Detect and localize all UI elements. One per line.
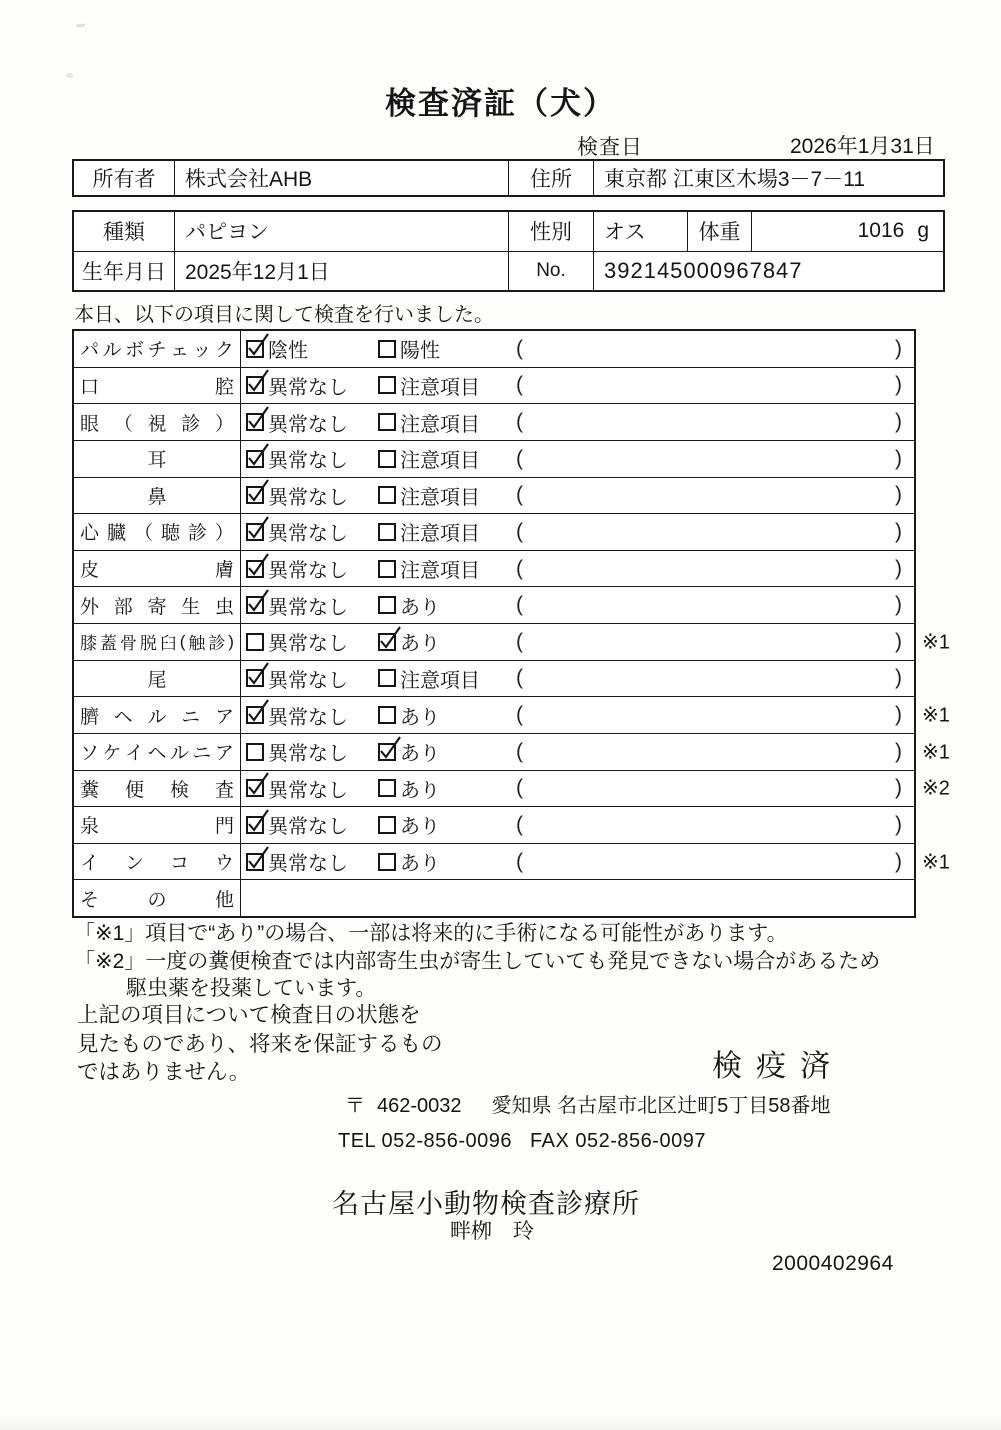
checkbox-option2 <box>378 450 396 468</box>
intro-text: 本日、以下の項目に関して検査を行いました。 <box>74 304 494 326</box>
checkmark-icon <box>245 696 271 724</box>
option2-label: あり <box>400 706 440 729</box>
checkbox-option1 <box>246 560 264 578</box>
exam-option-2 <box>378 371 516 400</box>
exam-item-label: 外 部 寄 生 虫 <box>74 587 241 623</box>
sex-value: オス <box>594 212 688 251</box>
option1-label: 異常なし <box>268 376 348 399</box>
checkmark-icon <box>377 623 403 651</box>
weight-label: 体重 <box>688 212 752 251</box>
option1-label: 異常なし <box>268 523 348 546</box>
paren-close: ) <box>895 849 902 873</box>
checkbox-option1 <box>246 816 264 834</box>
exam-row-content <box>241 551 914 587</box>
exam-row-content <box>241 807 914 843</box>
paren-close: ) <box>895 519 902 543</box>
weight-unit: g <box>917 219 929 243</box>
checkbox-option2 <box>378 486 396 504</box>
option1-label: 異常なし <box>268 779 348 802</box>
checkbox-option2 <box>378 413 396 431</box>
exam-row-content <box>241 844 950 880</box>
exam-option-1 <box>246 517 378 546</box>
checkmark-icon <box>245 513 271 541</box>
checkmark-icon <box>245 586 271 614</box>
exam-item-label: イ ン コ ウ <box>74 844 241 880</box>
exam-row-content <box>241 771 950 807</box>
exam-option-1 <box>246 408 378 437</box>
exam-option-1 <box>246 334 378 363</box>
exam-row-content <box>241 624 950 660</box>
paren-open: ( <box>516 483 523 507</box>
paren-close: ) <box>895 483 902 507</box>
option2-label: あり <box>400 633 440 656</box>
exam-date-label: 検査日 <box>577 136 643 159</box>
exam-item-label: ソ ケ イ ヘ ル ニ ア <box>74 734 241 770</box>
exam-item-label: 尾 <box>74 661 241 697</box>
exam-item-label: そ の 他 <box>74 880 241 916</box>
exam-item-label: 口 腔 <box>74 368 241 404</box>
exam-row <box>74 880 914 916</box>
exam-row-content <box>241 661 914 697</box>
footnote-mark: ※2 <box>922 777 950 800</box>
exam-option-1 <box>246 371 378 400</box>
exam-option-1 <box>246 847 378 876</box>
postal-mark: 〒 <box>345 1095 365 1117</box>
footnote-2: 「※2」一度の糞便検査では内部寄生虫が寄生していても発見できない場合があるため <box>74 949 881 973</box>
owner-label: 所有者 <box>74 161 175 195</box>
checkmark-icon <box>245 769 271 797</box>
clinic-postal-line <box>345 1089 830 1118</box>
breed-value: パピヨン <box>175 212 509 251</box>
exam-option-2 <box>378 664 516 693</box>
exam-option-2 <box>378 334 516 363</box>
exam-option-2 <box>378 701 516 730</box>
exam-row-content <box>241 441 914 477</box>
exam-row-content <box>241 697 950 733</box>
paren-close: ) <box>895 556 902 580</box>
exam-row-content <box>241 331 914 367</box>
option2-label: 注意項目 <box>400 450 480 473</box>
clinic-address: 愛知県 名古屋市北区辻町5丁目58番地 <box>491 1095 831 1117</box>
exam-row-content <box>241 404 914 440</box>
checkbox-option1 <box>246 523 264 541</box>
exam-option-1 <box>246 737 378 766</box>
option2-label: あり <box>400 779 440 802</box>
paren-close: ) <box>895 373 902 397</box>
exam-row-content <box>241 514 914 550</box>
option2-label: あり <box>400 816 440 839</box>
checkmark-icon <box>245 440 271 468</box>
checkmark-icon <box>377 733 403 761</box>
checkmark-icon <box>245 550 271 578</box>
exam-row <box>74 734 950 771</box>
exam-row <box>74 624 950 661</box>
checkbox-option2 <box>378 706 396 724</box>
exam-option-2 <box>378 408 516 437</box>
exam-option-2 <box>378 481 516 510</box>
exam-row <box>74 551 914 588</box>
exam-item-label: 鼻 <box>74 478 241 514</box>
option2-label: あり <box>400 853 440 876</box>
checkbox-option1 <box>246 486 264 504</box>
postal-code: 462-0032 <box>377 1095 462 1117</box>
clinic-fax: FAX 052-856-0097 <box>530 1130 706 1152</box>
birthdate-label: 生年月日 <box>74 252 175 291</box>
owner-address-label: 住所 <box>509 161 594 195</box>
exam-row <box>74 478 914 515</box>
exam-option-1 <box>246 444 378 473</box>
checkmark-icon <box>245 366 271 394</box>
option1-label: 陰性 <box>268 340 308 363</box>
exam-row <box>74 844 950 881</box>
option1-label: 異常なし <box>268 596 348 619</box>
paren-close: ) <box>895 666 902 690</box>
exam-option-1 <box>246 701 378 730</box>
exam-item-label: 泉 門 <box>74 807 241 843</box>
exam-row-content <box>241 478 914 514</box>
exam-item-label: 膝 蓋 骨 脱 臼 ( 触 診 ) <box>74 624 241 660</box>
checkbox-option1 <box>246 633 264 651</box>
checkmark-icon <box>245 659 271 687</box>
veterinarian-name: 畔栁 玲 <box>450 1220 534 1243</box>
quarantine-stamp: 検疫済 <box>712 1050 844 1083</box>
checkbox-option2 <box>378 523 396 541</box>
exam-row <box>74 441 914 478</box>
exam-option-1 <box>246 481 378 510</box>
paren-open: ( <box>516 849 523 873</box>
paren-open: ( <box>516 519 523 543</box>
exam-row <box>74 807 914 844</box>
disclaimer-line-1: 上記の項目について検査日の状態を <box>77 1003 421 1027</box>
option1-label: 異常なし <box>268 486 348 509</box>
paren-open: ( <box>516 410 523 434</box>
clinic-tel: TEL 052-856-0096 <box>338 1130 513 1152</box>
checkbox-option2 <box>378 560 396 578</box>
checkbox-option1 <box>246 779 264 797</box>
checkmark-icon <box>245 476 271 504</box>
exam-option-1 <box>246 810 378 839</box>
clinic-tel-line <box>338 1130 706 1153</box>
option2-label: 注意項目 <box>400 376 480 399</box>
owner-value: 株式会社AHB <box>175 161 509 195</box>
exam-option-2 <box>378 810 516 839</box>
exam-table-body <box>72 329 950 918</box>
paren-open: ( <box>516 666 523 690</box>
footnote-mark: ※1 <box>922 851 950 874</box>
option1-label: 異常なし <box>268 669 348 692</box>
checkbox-option2 <box>378 596 396 614</box>
paren-open: ( <box>516 812 523 836</box>
exam-row <box>74 771 950 808</box>
checkbox-option1 <box>246 596 264 614</box>
paren-close: ) <box>895 410 902 434</box>
checkbox-option2 <box>378 743 396 761</box>
page-title: 検査済証（犬） <box>385 86 616 121</box>
checkbox-option2 <box>378 340 396 358</box>
paren-open: ( <box>516 446 523 470</box>
paren-close: ) <box>895 776 902 800</box>
option1-label: 異常なし <box>268 853 348 876</box>
checkmark-icon <box>245 330 271 358</box>
option2-label: 注意項目 <box>400 523 480 546</box>
exam-item-label: パ ル ボ チ ェ ッ ク <box>74 331 241 367</box>
disclaimer <box>77 1001 443 1087</box>
exam-date-value: 2026年1月31日 <box>790 135 935 158</box>
birthdate-value: 2025年12月1日 <box>175 252 509 291</box>
exam-row-content <box>241 587 914 623</box>
exam-row <box>74 514 914 551</box>
exam-item-label: 臍 ヘ ル ニ ア <box>74 697 241 733</box>
exam-option-2 <box>378 554 516 583</box>
option2-label: あり <box>400 743 440 766</box>
checkmark-icon <box>245 806 271 834</box>
paren-close: ) <box>895 446 902 470</box>
exam-option-2 <box>378 774 516 803</box>
exam-option-2 <box>378 517 516 546</box>
checkmark-icon <box>245 403 271 431</box>
option2-label: 注意項目 <box>400 413 480 436</box>
footnote-1: 「※1」項目で“あり”の場合、一部は将来的に手術になる可能性があります。 <box>74 922 788 945</box>
option1-label: 異常なし <box>268 743 348 766</box>
option1-label: 異常なし <box>268 706 348 729</box>
footnote-mark: ※1 <box>922 631 950 654</box>
checkmark-icon <box>245 843 271 871</box>
disclaimer-line-2: 見たものであり、将来を保証するもの <box>77 1031 443 1056</box>
checkbox-option2 <box>378 669 396 687</box>
exam-option-2 <box>378 444 516 473</box>
scan-artifact <box>0 1414 1001 1430</box>
exam-option-2 <box>378 627 516 656</box>
weight-value <box>752 212 943 251</box>
exam-option-2 <box>378 847 516 876</box>
footnote-mark: ※1 <box>922 741 950 764</box>
checkbox-option1 <box>246 340 264 358</box>
exam-option-1 <box>246 664 378 693</box>
option2-label: 注意項目 <box>400 486 480 509</box>
checkbox-option1 <box>246 450 264 468</box>
exam-option-1 <box>246 774 378 803</box>
paren-open: ( <box>516 556 523 580</box>
exam-item-label: 皮 膚 <box>74 551 241 587</box>
checkbox-option2 <box>378 633 396 651</box>
checkbox-option2 <box>378 816 396 834</box>
exam-item-label: 糞 便 検 査 <box>74 771 241 807</box>
exam-row <box>74 697 950 734</box>
paren-close: ) <box>895 812 902 836</box>
exam-row <box>74 331 914 368</box>
footnote-2-continued: 駆虫薬を投薬しています。 <box>126 977 377 1000</box>
checkbox-option1 <box>246 376 264 394</box>
exam-row-content <box>241 368 914 404</box>
checkbox-option2 <box>378 853 396 871</box>
exam-row <box>74 368 914 405</box>
exam-item-label: 眼 （ 視 診 ） <box>74 404 241 440</box>
option2-label: あり <box>400 596 440 619</box>
paren-open: ( <box>516 703 523 727</box>
paren-close: ) <box>895 739 902 763</box>
option1-label: 異常なし <box>268 450 348 473</box>
scan-artifact <box>76 23 85 27</box>
checkbox-option1 <box>246 669 264 687</box>
paren-open: ( <box>516 593 523 617</box>
exam-row <box>74 661 914 698</box>
owner-table <box>72 159 945 197</box>
exam-row-content <box>241 734 950 770</box>
paren-open: ( <box>516 629 523 653</box>
exam-option-2 <box>378 737 516 766</box>
document-code: 2000402964 <box>772 1252 894 1275</box>
exam-row <box>74 587 914 624</box>
owner-address-value: 東京都 江東区木場3－7－11 <box>604 168 865 191</box>
exam-option-1 <box>246 591 378 620</box>
option2-label: 注意項目 <box>400 560 480 583</box>
disclaimer-line-3: ではありません。 <box>77 1060 251 1084</box>
exam-option-1 <box>246 627 378 656</box>
exam-item-label: 心 臓 （ 聴 診 ） <box>74 514 241 550</box>
paren-close: ) <box>895 629 902 653</box>
paren-open: ( <box>516 776 523 800</box>
exam-option-2 <box>378 591 516 620</box>
checkbox-option2 <box>378 376 396 394</box>
option1-label: 異常なし <box>268 560 348 583</box>
no-label: No. <box>509 252 594 291</box>
option2-label: 陽性 <box>400 340 440 363</box>
clinic-name: 名古屋小動物検査診療所 <box>332 1189 640 1219</box>
checkbox-option1 <box>246 706 264 724</box>
option1-label: 異常なし <box>268 413 348 436</box>
exam-option-1 <box>246 554 378 583</box>
checkbox-option1 <box>246 853 264 871</box>
exam-row <box>74 404 914 441</box>
paren-open: ( <box>516 336 523 360</box>
footnote-mark: ※1 <box>922 704 950 727</box>
exam-item-label: 耳 <box>74 441 241 477</box>
paren-open: ( <box>516 739 523 763</box>
checkbox-option1 <box>246 743 264 761</box>
breed-label: 種類 <box>74 212 175 251</box>
exam-row-content <box>241 880 914 916</box>
paren-open: ( <box>516 373 523 397</box>
paren-close: ) <box>895 703 902 727</box>
option1-label: 異常なし <box>268 816 348 839</box>
option1-label: 異常なし <box>268 633 348 656</box>
paren-close: ) <box>895 336 902 360</box>
no-value: 392145000967847 <box>604 257 803 283</box>
footnotes <box>74 920 880 1003</box>
option2-label: 注意項目 <box>400 669 480 692</box>
paren-close: ) <box>895 593 902 617</box>
checkbox-option1 <box>246 413 264 431</box>
sex-label: 性別 <box>509 212 594 251</box>
checkbox-option2 <box>378 779 396 797</box>
pet-table <box>72 210 945 292</box>
weight-number: 1016 <box>857 219 905 243</box>
